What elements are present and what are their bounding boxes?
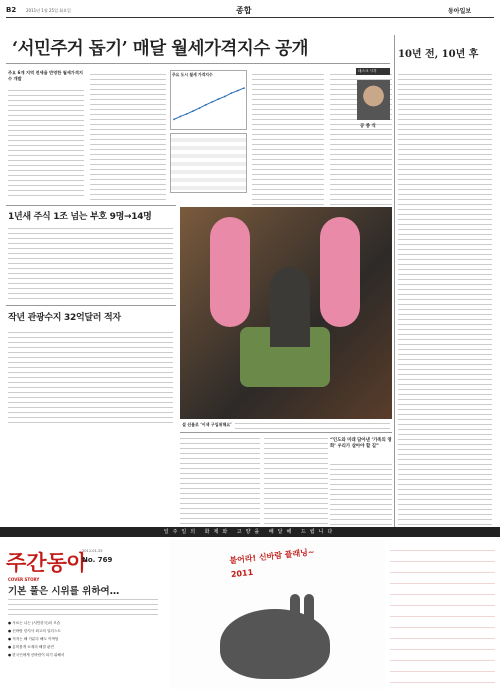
lower-body-1 <box>180 436 260 526</box>
data-point <box>179 116 181 118</box>
news-photo <box>180 207 392 419</box>
bullet-1: ● 사료는 나는 (서민한국)의 모습 <box>8 621 61 625</box>
series-line <box>174 88 244 119</box>
column-title: 10년 전, 10년 후 <box>398 49 479 60</box>
article-body-3 <box>252 72 324 207</box>
mid-rule-2 <box>6 305 176 306</box>
column-tag: 데스크 시각 <box>356 68 390 75</box>
article-body-1 <box>8 88 84 200</box>
magazine-issue: No. 769 <box>82 556 113 564</box>
cover-headline: 기본 풀은 시위를 위하여… <box>8 586 120 597</box>
cover-tag: COVER STORY <box>8 577 40 582</box>
cover-bullets <box>8 619 168 659</box>
chart-title: 주요 도시 월세 가격지수 <box>172 72 213 77</box>
lower-body-3 <box>330 462 392 526</box>
data-point <box>211 101 213 103</box>
newspaper-logo: 동아일보 <box>448 8 472 15</box>
lower-rule <box>180 432 392 433</box>
magazine-title: 주간동아 <box>6 551 88 575</box>
bullet-5: ● 한국인에게 신바람이 되기 위해서 <box>8 653 65 657</box>
page-number: B2 <box>6 6 17 14</box>
box1-body <box>8 226 173 301</box>
subhead: 주요 6개 지역 전세율 반영한 월세가격지수 개발 <box>8 70 83 81</box>
magazine-ad <box>0 537 500 691</box>
headline: ‘서민주거 돕기’ 매달 월세가격지수 공개 <box>12 39 309 59</box>
banner-bar: 일주일의 화제와 고양을 배달해 드립니다 <box>0 527 500 537</box>
bullet-3: ● 적자는 해 가분다 해도 이색팀 <box>8 637 59 641</box>
data-point <box>199 107 201 109</box>
data-point <box>230 92 232 94</box>
mid-rule <box>6 205 176 206</box>
lower-body-2 <box>264 436 328 526</box>
headline-rule <box>6 63 390 64</box>
section-name: 종합 <box>236 6 252 15</box>
toc-list <box>390 545 495 685</box>
data-point <box>224 96 226 98</box>
article-body-2 <box>90 72 166 200</box>
page-date: 2011년 1월 25일 화요일 <box>26 8 71 13</box>
photo-caption-body <box>235 421 390 431</box>
photo-caption: 설 선물로 ‘이색 구입위해요’ <box>182 422 232 427</box>
cover-text <box>8 597 158 617</box>
data-point <box>192 110 194 112</box>
header-rule <box>6 17 494 18</box>
box2-title: 작년 관광수지 32억달러 적자 <box>8 313 121 323</box>
line-chart <box>171 79 246 129</box>
columnist-name: 공 종 식 <box>360 124 376 129</box>
cover-art <box>170 539 385 689</box>
bullet-4: ● 흥미롭게 소재의 해결 판견 <box>8 645 54 649</box>
box2-body <box>8 330 173 425</box>
data-point <box>243 87 245 89</box>
data-point <box>237 90 239 92</box>
columnist-photo <box>357 80 390 120</box>
box1-title: 1년새 주식 1조 넘는 부호 9명→14명 <box>8 212 152 222</box>
data-point <box>173 118 175 120</box>
table-box <box>170 133 247 193</box>
data-point <box>205 104 207 106</box>
magazine-date: 2011.01.25 <box>82 549 103 553</box>
chart-box <box>170 70 247 130</box>
data-point <box>186 113 188 115</box>
bullet-2: ● 신바람 한지사 최고의 일러스트 <box>8 629 61 633</box>
data-point <box>218 98 220 100</box>
calligraphy: 불어라! 신바람 플래닝~ 2011 <box>229 547 315 580</box>
bottom-quote: “인도와 미래 담아낸 ‘가족의 영화’ 우리가 살아야 할 길” <box>330 438 392 449</box>
